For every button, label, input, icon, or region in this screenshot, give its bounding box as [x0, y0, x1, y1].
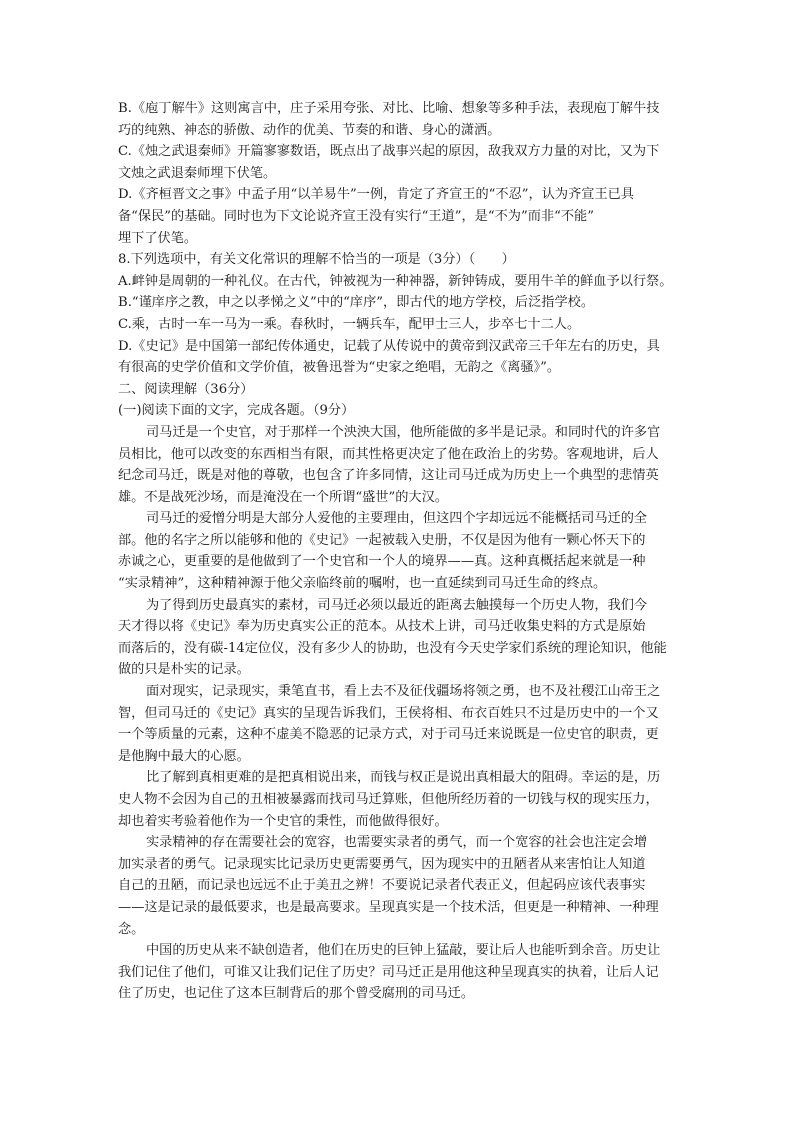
question-8-stem: 8.下列选项中，有关文化常识的理解不恰当的一项是（3分）（ ）: [118, 252, 515, 268]
passage-p5-line-1: 比了解到真相更难的是把真相说出来，而钱与权正是说出真相最大的阻碍。幸运的是，历: [146, 770, 661, 786]
q8-option-b: B.“谨庠序之教，申之以孝悌之义”中的“庠序”，即古代的地方学校，后泛指学校。: [118, 295, 595, 311]
q8-option-d-line-2: 有很高的史学价值和文学价值，被鲁迅誉为“史家之绝唱，无韵之《离骚》”。: [118, 360, 561, 376]
option-d-line-3: 埋下了伏笔。: [118, 230, 198, 246]
passage-p7-line-3: 住了历史，也记住了这本巨制背后的那个曾受腐刑的司马迁。: [118, 986, 475, 1002]
passage-p3-line-3: 而落后的，没有碳-14定位仪，没有多少人的协助，也没有今天史学家们系统的理论知识，他能: [118, 640, 667, 656]
document-page: [118, 98, 678, 1005]
passage-p3-line-2: 天才得以将《史记》奉为历史真实公正的范本。从技术上讲，司马迁收集史料的方式是原始: [118, 619, 646, 635]
passage-p4-line-3: 一个等质量的元素，这种不虚美不隐恶的记录方式，对于司马迁来说既是一位史官的职责，更: [118, 727, 659, 743]
option-b-line-1: B.《庖丁解牛》这则寓言中，庄子采用夸张、对比、比喻、想象等多种手法，表现庖丁解牛技: [118, 101, 660, 116]
passage-p1-line-2: 员相比，他可以改变的东西相当有限，而其性格更决定了他在政治上的劣势。客观地讲，后人: [118, 446, 659, 462]
passage-p6-line-4: ——这是记录的最低要求，也是最高要求。呈现真实是一个技术活，但更是一种精神、一种理: [118, 899, 659, 915]
passage-p1-line-4: 雄。不是战死沙场，而是淹没在一个所谓“盛世”的大汉。: [118, 489, 448, 505]
passage-p5-line-3: 却也着实考验着他作为一个史官的秉性，而他做得很好。: [118, 813, 448, 829]
passage-p4-line-1: 面对现实，记录现实，秉笔直书，看上去不及征伐疆场将领之勇，也不及社稷江山帝王之: [146, 684, 661, 700]
passage-p4-line-2: 智，但司马迁的《史记》真实的呈现告诉我们，王侯将相、布衣百姓只不过是历史中的一个又: [118, 705, 659, 721]
passage-p3-line-1: 为了得到历史最真实的素材，司马迁必须以最近的距离去触摸每一个历史人物，我们今: [146, 597, 648, 613]
passage-p6-line-3: 自己的丑陋，而记录也远远不止于美丑之辨！不要说记录者代表正义，但起码应该代表事实: [118, 878, 646, 894]
option-c-line-2: 文烛之武退秦师埋下伏笔。: [118, 165, 277, 181]
q8-option-c: C.乘，古时一车一马为一乘。春秋时，一辆兵车，配甲士三人，步卒七十二人。: [118, 316, 581, 332]
option-c-line-1: C.《烛之武退秦师》开篇寥寥数语，既点出了战事兴起的原因，敌我双方力量的对比，又为下: [118, 144, 660, 160]
section-heading: 二、阅读理解（36分）: [118, 381, 254, 397]
passage-p7-line-2: 我们记住了他们，可谁又让我们记住了历史？司马迁正是用他这种呈现真实的执着，让后人记: [118, 964, 659, 980]
passage-p1-line-1: 司马迁是一个史官，对于那样一个泱泱大国，他所能做的多半是记录。和同时代的许多官: [146, 424, 661, 440]
passage-p6-line-5: 念。: [118, 921, 145, 937]
passage-p6-line-2: 加实录者的勇气。记录现实比记录历史更需要勇气，因为现实中的丑陋者从来害怕让人知道: [118, 856, 646, 872]
q8-option-a: A.衅钟是周朝的一种礼仪。在古代，钟被视为一种神器，新钟铸成，要用牛羊的鲜血予以行祭。: [118, 273, 673, 289]
passage-p4-line-4: 是他胸中最大的心愿。: [118, 748, 250, 764]
passage-p2-line-3: 赤诚之心，更重要的是他做到了一个史官和一个人的境界——真。这种真概括起来就是一种: [118, 554, 646, 570]
passage-p3-line-4: 做的只是朴实的记录。: [118, 662, 250, 678]
option-d-line-1: D.《齐桓晋文之事》中孟子用“以羊易牛”一例，肯定了齐宣王的“不忍”，认为齐宣王已具: [118, 187, 635, 203]
passage-p1-line-3: 纪念司马迁，既是对他的尊敬，也包含了许多同情，这让司马迁成为历史上一个典型的悲情英: [118, 468, 659, 484]
passage-p7-line-1: 中国的历史从来不缺创造者，他们在历史的巨钟上猛敲，要让后人也能听到余音。历史让: [146, 943, 661, 959]
sub-heading: (一)阅读下面的文字，完成各题。（9分）: [118, 403, 355, 419]
passage-p2-line-2: 部。他的名字之所以能够和他的《史记》一起被载入史册，不仅是因为他有一颗心怀天下的: [118, 532, 646, 548]
option-d-line-2: 备“保民”的基础。同时也为下文论说齐宣王没有实行“王道”，是“不为”而非“不能”: [118, 208, 594, 224]
passage-p5-line-2: 史人物不会因为自己的丑相被暴露而找司马迁算账，但他所经历着的一切钱与权的现实压力，: [118, 792, 659, 807]
passage-p2-line-4: “实录精神”，这种精神源于他父亲临终前的嘱咐，也一直延续到司马迁生命的终点。: [118, 576, 607, 592]
passage-p6-line-1: 实录精神的存在需要社会的宽容，也需要实录者的勇气，而一个宽容的社会也注定会增: [146, 835, 648, 851]
passage-p2-line-1: 司马迁的爱憎分明是大部分人爱他的主要理由，但这四个字却远远不能概括司马迁的全: [146, 511, 648, 527]
option-b-line-2: 巧的纯熟、神态的骄傲、动作的优美、节奏的和谐、身心的潇洒。: [118, 122, 501, 138]
q8-option-d-line-1: D.《史记》是中国第一部纪传体通史，记载了从传说中的黄帝到汉武帝三千年左右的历史，具: [118, 338, 660, 354]
